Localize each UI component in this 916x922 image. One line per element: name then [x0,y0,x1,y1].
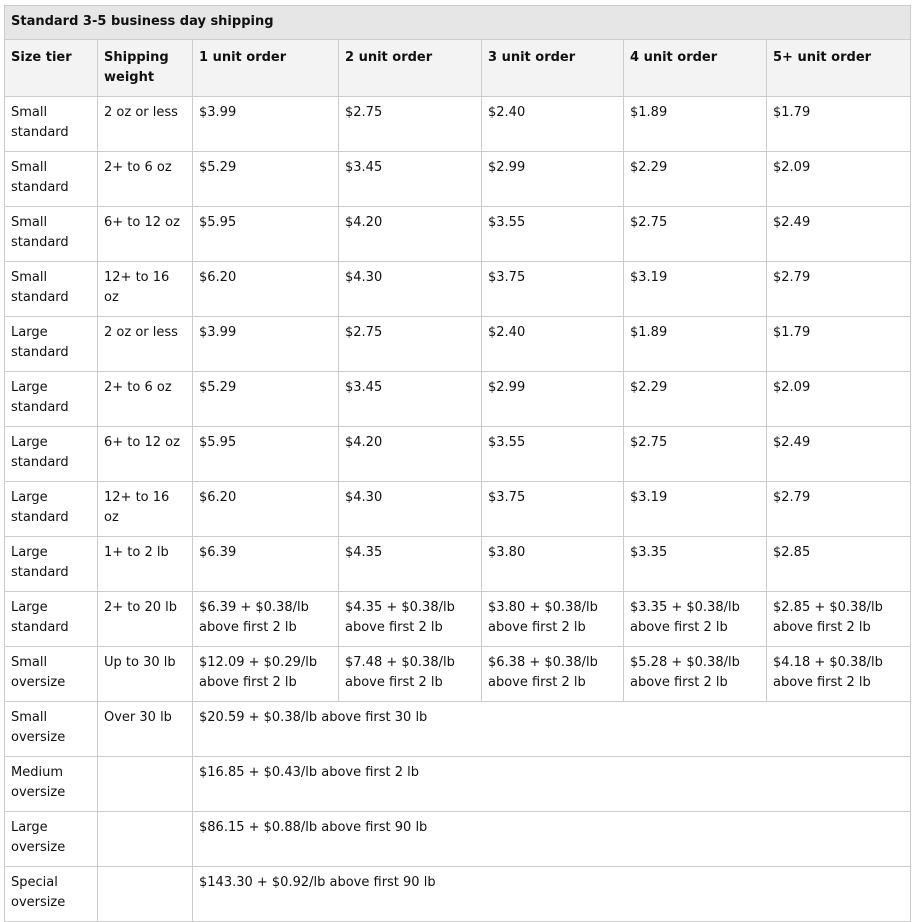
size-tier-cell: Special oversize [5,867,98,922]
price-cell-5-plus-unit: $4.18 + $0.38/lb above first 2 lb [767,647,911,702]
size-tier-cell: Small standard [5,207,98,262]
table-row [5,317,911,372]
price-cell-2-unit: $4.35 + $0.38/lb above first 2 lb [339,592,482,647]
price-cell-1-unit: $6.20 [193,482,339,537]
price-cell-2-unit: $4.20 [339,427,482,482]
shipping-weight-cell: 12+ to 16 oz [98,482,193,537]
size-tier-cell: Small standard [5,152,98,207]
size-tier-cell: Large standard [5,592,98,647]
price-cell-3-unit: $3.55 [482,427,624,482]
size-tier-cell: Large standard [5,427,98,482]
shipping-weight-cell: 2+ to 6 oz [98,152,193,207]
price-cell-4-unit: $3.35 [624,537,767,592]
price-cell-5-plus-unit: $2.49 [767,427,911,482]
header-1-unit-order: 1 unit order [193,40,339,97]
shipping-weight-cell [98,757,193,812]
price-cell-4-unit: $1.89 [624,317,767,372]
price-cell-1-unit: $6.39 [193,537,339,592]
price-cell-2-unit: $3.45 [339,372,482,427]
price-cell-3-unit: $2.99 [482,372,624,427]
price-cell-1-unit: $6.20 [193,262,339,317]
size-tier-cell: Small standard [5,97,98,152]
price-cell-1-unit: $3.99 [193,97,339,152]
price-cell-1-unit: $5.95 [193,207,339,262]
flat-rate-cell: $86.15 + $0.88/lb above first 90 lb [193,812,911,867]
table-row [5,482,911,537]
header-4-unit-order: 4 unit order [624,40,767,97]
price-cell-2-unit: $4.35 [339,537,482,592]
table-row [5,757,911,812]
price-cell-5-plus-unit: $1.79 [767,317,911,372]
header-2-unit-order: 2 unit order [339,40,482,97]
price-cell-4-unit: $3.19 [624,482,767,537]
shipping-weight-cell: Over 30 lb [98,702,193,757]
price-cell-1-unit: $5.29 [193,372,339,427]
price-cell-3-unit: $3.75 [482,262,624,317]
price-cell-2-unit: $2.75 [339,97,482,152]
header-3-unit-order: 3 unit order [482,40,624,97]
header-size-tier: Size tier [5,40,98,97]
price-cell-5-plus-unit: $2.09 [767,372,911,427]
price-cell-5-plus-unit: $2.85 + $0.38/lb above first 2 lb [767,592,911,647]
price-cell-5-plus-unit: $2.79 [767,262,911,317]
size-tier-cell: Small oversize [5,702,98,757]
price-cell-1-unit: $6.39 + $0.38/lb above first 2 lb [193,592,339,647]
price-cell-5-plus-unit: $2.49 [767,207,911,262]
price-cell-3-unit: $3.75 [482,482,624,537]
price-cell-4-unit: $3.35 + $0.38/lb above first 2 lb [624,592,767,647]
price-cell-4-unit: $2.75 [624,427,767,482]
flat-rate-cell: $16.85 + $0.43/lb above first 2 lb [193,757,911,812]
price-cell-5-plus-unit: $1.79 [767,97,911,152]
table-row [5,537,911,592]
shipping-rates-container [4,5,910,922]
table-row [5,152,911,207]
header-shipping-weight: Shipping weight [98,40,193,97]
table-row [5,867,911,922]
table-row [5,372,911,427]
shipping-weight-cell: 12+ to 16 oz [98,262,193,317]
price-cell-3-unit: $2.40 [482,317,624,372]
size-tier-cell: Large standard [5,537,98,592]
shipping-weight-cell [98,812,193,867]
shipping-weight-cell: 2+ to 20 lb [98,592,193,647]
table-row [5,97,911,152]
price-cell-2-unit: $4.20 [339,207,482,262]
shipping-weight-cell: 2+ to 6 oz [98,372,193,427]
price-cell-4-unit: $5.28 + $0.38/lb above first 2 lb [624,647,767,702]
shipping-weight-cell: 6+ to 12 oz [98,427,193,482]
table-header-row [5,40,911,97]
shipping-weight-cell: 1+ to 2 lb [98,537,193,592]
price-cell-1-unit: $5.29 [193,152,339,207]
table-row [5,702,911,757]
shipping-weight-cell [98,867,193,922]
size-tier-cell: Large oversize [5,812,98,867]
table-row [5,592,911,647]
price-cell-3-unit: $3.80 [482,537,624,592]
table-title-row [5,6,911,40]
price-cell-4-unit: $3.19 [624,262,767,317]
size-tier-cell: Large standard [5,317,98,372]
price-cell-1-unit: $12.09 + $0.29/lb above first 2 lb [193,647,339,702]
price-cell-2-unit: $2.75 [339,317,482,372]
price-cell-3-unit: $3.80 + $0.38/lb above first 2 lb [482,592,624,647]
table-row [5,262,911,317]
size-tier-cell: Small standard [5,262,98,317]
price-cell-2-unit: $7.48 + $0.38/lb above first 2 lb [339,647,482,702]
size-tier-cell: Medium oversize [5,757,98,812]
price-cell-4-unit: $2.29 [624,152,767,207]
price-cell-4-unit: $2.75 [624,207,767,262]
price-cell-5-plus-unit: $2.79 [767,482,911,537]
price-cell-2-unit: $4.30 [339,482,482,537]
price-cell-1-unit: $5.95 [193,427,339,482]
shipping-weight-cell: 2 oz or less [98,97,193,152]
price-cell-2-unit: $4.30 [339,262,482,317]
shipping-weight-cell: 6+ to 12 oz [98,207,193,262]
price-cell-2-unit: $3.45 [339,152,482,207]
table-row [5,647,911,702]
table-row [5,427,911,482]
price-cell-1-unit: $3.99 [193,317,339,372]
table-body [5,97,911,922]
price-cell-3-unit: $2.99 [482,152,624,207]
size-tier-cell: Large standard [5,372,98,427]
shipping-weight-cell: Up to 30 lb [98,647,193,702]
size-tier-cell: Small oversize [5,647,98,702]
table-row [5,812,911,867]
price-cell-4-unit: $1.89 [624,97,767,152]
price-cell-5-plus-unit: $2.85 [767,537,911,592]
price-cell-5-plus-unit: $2.09 [767,152,911,207]
header-5-plus-unit-order: 5+ unit order [767,40,911,97]
flat-rate-cell: $143.30 + $0.92/lb above first 90 lb [193,867,911,922]
table-row [5,207,911,262]
table-title: Standard 3-5 business day shipping [5,6,911,40]
shipping-weight-cell: 2 oz or less [98,317,193,372]
price-cell-3-unit: $3.55 [482,207,624,262]
price-cell-4-unit: $2.29 [624,372,767,427]
price-cell-3-unit: $6.38 + $0.38/lb above first 2 lb [482,647,624,702]
flat-rate-cell: $20.59 + $0.38/lb above first 30 lb [193,702,911,757]
shipping-rates-table [4,5,911,922]
size-tier-cell: Large standard [5,482,98,537]
price-cell-3-unit: $2.40 [482,97,624,152]
